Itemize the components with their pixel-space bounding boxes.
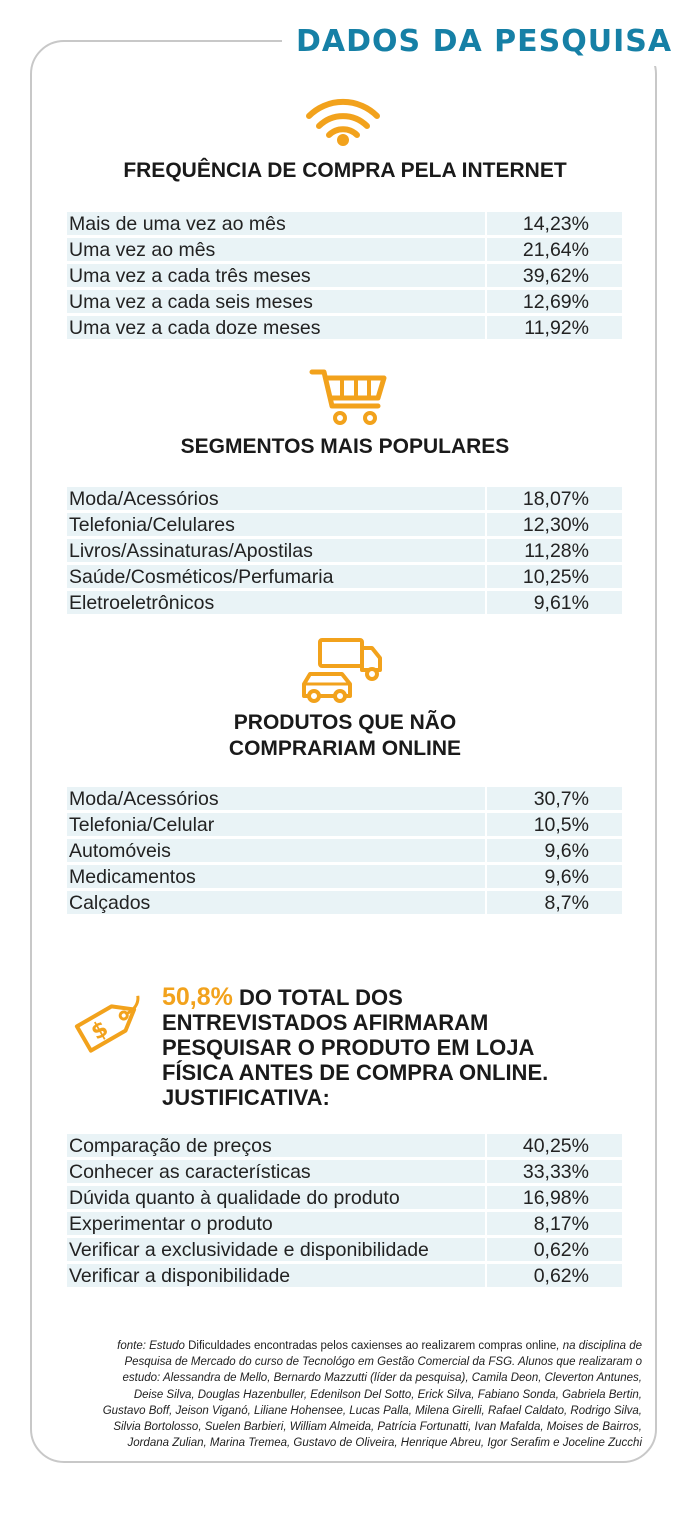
- row-label: Verificar a exclusividade e disponibilidade: [67, 1238, 485, 1261]
- row-value: 14,23%: [487, 212, 622, 235]
- row-label: Uma vez a cada três meses: [67, 264, 485, 287]
- row-label: Telefonia/Celulares: [67, 513, 485, 536]
- highlight-percentage: 50,8%: [162, 983, 233, 1011]
- table-row: [67, 565, 622, 588]
- row-label: Uma vez ao mês: [67, 238, 485, 261]
- row-label: Saúde/Cosméticos/Perfumaria: [67, 565, 485, 588]
- row-value: 0,62%: [487, 1238, 622, 1261]
- table-row: [67, 212, 622, 235]
- table-row: [67, 487, 622, 510]
- row-value: 0,62%: [487, 1264, 622, 1287]
- footnote-prefix: fonte: Estudo: [117, 1340, 189, 1352]
- table-row: [67, 1160, 622, 1183]
- table-row: [67, 264, 622, 287]
- highlight-line: [162, 985, 612, 1010]
- row-label: Automóveis: [67, 839, 485, 862]
- table-row: [67, 891, 622, 914]
- section-title-not-online: [60, 710, 630, 762]
- table-row: [67, 513, 622, 536]
- table-row: [67, 813, 622, 836]
- footnote-line: Deise Silva, Douglas Hazenbuller, Edenilson Del Sotto, Erick Silva, Fabiano Sonda, Gabriela Bertin,: [133, 1388, 642, 1401]
- row-value: 10,25%: [487, 565, 622, 588]
- truck-car-icon: [298, 636, 386, 706]
- table-row: [67, 238, 622, 261]
- price-tag-dollar-icon: [66, 980, 152, 1060]
- row-label: Conhecer as características: [67, 1160, 485, 1183]
- highlight-line: ENTREVISTADOS AFIRMARAM: [162, 1010, 489, 1035]
- row-label: Uma vez a cada doze meses: [67, 316, 485, 339]
- footnote-line: estudo: Alessandra de Mello, Bernardo Mazzutti (líder da pesquisa), Camila Deon, Cleverton Antunes,: [122, 1372, 642, 1385]
- footnote-line: Silvia Bortolosso, Suelen Barbieri, William Almeida, Patrícia Fortunatti, Ivan Mafalda, Moises de Bairros,: [113, 1421, 642, 1434]
- table-row: [67, 865, 622, 888]
- row-value: 18,07%: [487, 487, 622, 510]
- highlight-line: FÍSICA ANTES DE COMPRA ONLINE.: [162, 1060, 549, 1085]
- row-value: 40,25%: [487, 1134, 622, 1157]
- footnote-line: Pesquisa de Mercado do curso de Tecnológo em Gestão Comercial da FSG. Alunos que realizaram o: [124, 1356, 642, 1369]
- footnote-study-title: Dificuldades encontradas pelos caxienses ao realizarem compras online: [188, 1340, 557, 1352]
- row-value: 39,62%: [487, 264, 622, 287]
- table-segments: [67, 487, 622, 617]
- row-label: Comparação de preços: [67, 1134, 485, 1157]
- row-label: Moda/Acessórios: [67, 787, 485, 810]
- row-label: Dúvida quanto à qualidade do produto: [67, 1186, 485, 1209]
- row-value: 8,17%: [487, 1212, 622, 1235]
- row-label: Livros/Assinaturas/Apostilas: [67, 539, 485, 562]
- section-title-frequency: FREQUÊNCIA DE COMPRA PELA INTERNET: [123, 159, 567, 182]
- table-row: [67, 290, 622, 313]
- footnote-line: Gustavo Boff, Jeison Viganó, Liliane Hohensee, Lucas Palla, Milena Girelli, Rafael Caldato, Rodrigo Silva,: [102, 1404, 642, 1417]
- row-label: Verificar a disponibilidade: [67, 1264, 485, 1287]
- row-label: Medicamentos: [67, 865, 485, 888]
- table-row: [67, 1134, 622, 1157]
- section-title-segments: SEGMENTOS MAIS POPULARES: [180, 435, 510, 458]
- row-label: Telefonia/Celular: [67, 813, 485, 836]
- row-value: 12,69%: [487, 290, 622, 313]
- svg-text:$: $: [87, 1016, 113, 1046]
- row-value: 33,33%: [487, 1160, 622, 1183]
- row-value: 21,64%: [487, 238, 622, 261]
- row-value: 9,61%: [487, 591, 622, 614]
- row-value: 9,6%: [487, 839, 622, 862]
- row-value: 11,28%: [487, 539, 622, 562]
- row-label: Uma vez a cada seis meses: [67, 290, 485, 313]
- row-label: Experimentar o produto: [67, 1212, 485, 1235]
- footnote-text: , na disciplina de: [556, 1340, 642, 1352]
- row-label: Calçados: [67, 891, 485, 914]
- table-row: [67, 839, 622, 862]
- highlight-line: PESQUISAR O PRODUTO EM LOJA: [162, 1035, 535, 1060]
- table-row: [67, 1186, 622, 1209]
- section-title-line: COMPRARIAM ONLINE: [228, 737, 462, 760]
- section-title-line: PRODUTOS QUE NÃO: [233, 711, 457, 734]
- table-row: [67, 539, 622, 562]
- row-value: 8,7%: [487, 891, 622, 914]
- highlight-text: DO TOTAL DOS: [232, 985, 403, 1010]
- row-label: Mais de uma vez ao mês: [67, 212, 485, 235]
- highlight-statement: [162, 985, 612, 1110]
- row-value: 10,5%: [487, 813, 622, 836]
- row-value: 12,30%: [487, 513, 622, 536]
- row-value: 11,92%: [487, 316, 622, 339]
- wifi-icon: [305, 92, 381, 148]
- page-title: DADOS DA PESQUISA: [296, 24, 673, 59]
- shopping-cart-icon: [308, 366, 390, 428]
- table-row: [67, 1212, 622, 1235]
- table-row: [67, 1264, 622, 1287]
- table-row: [67, 787, 622, 810]
- table-row: [67, 1238, 622, 1261]
- table-frequency: [67, 212, 622, 342]
- highlight-line: JUSTIFICATIVA:: [162, 1085, 330, 1110]
- source-footnote: [52, 1338, 642, 1451]
- footnote-line: [52, 1338, 642, 1354]
- row-value: 30,7%: [487, 787, 622, 810]
- table-justification: [67, 1134, 622, 1290]
- row-value: 9,6%: [487, 865, 622, 888]
- footnote-line: Jordana Zulian, Marina Tremea, Gustavo de Oliveira, Henrique Abreu, Igor Serafim e Joceline Zucchi: [127, 1437, 642, 1450]
- table-row: [67, 591, 622, 614]
- table-not-online: [67, 787, 622, 917]
- row-label: Eletroeletrônicos: [67, 591, 485, 614]
- table-row: [67, 316, 622, 339]
- row-value: 16,98%: [487, 1186, 622, 1209]
- row-label: Moda/Acessórios: [67, 487, 485, 510]
